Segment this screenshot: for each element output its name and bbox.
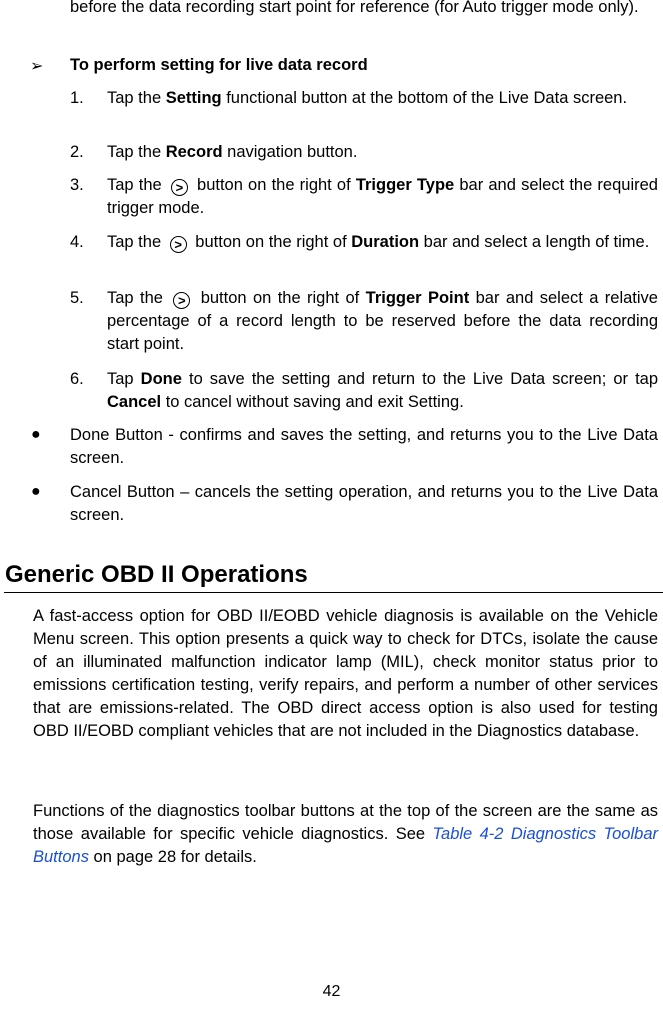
bullet-done: Done Button - confirms and saves the setting, and returns you to the Live Data screen. <box>70 426 658 467</box>
heading-rule <box>4 592 663 593</box>
bullet-dot-icon: ● <box>31 426 41 443</box>
paragraph-2: Functions of the diagnostics toolbar buttons at the top of the screen are the same as those available for specific vehicle diagnostics. See Table 4-2 Diagnostics Toolbar Buttons on page 28 for details. <box>33 802 658 866</box>
chevron-right-icon: > <box>171 179 188 196</box>
bullet-dot-icon: ● <box>31 483 41 500</box>
paragraph-1: A fast-access option for OBD II/EOBD vehicle diagnosis is available on the Vehicle Menu screen. This option presents a quick way to check for DTCs, isolate the cause of an illuminated malfunction indicator lamp (MIL), check monitor status prior to emissions certification testing, verify repairs, and perform a number of other services that are emissions-related. The OBD direct access option is also used for testing OBD II/EOBD compliant vehicles that are not included in the Diagnostics database. <box>33 607 658 740</box>
step-number: 3. <box>70 176 84 194</box>
arrow-bullet-icon: ➢ <box>30 58 44 75</box>
sub-heading: To perform setting for live data record <box>70 56 368 74</box>
step-4-text: Tap the > button on the right of Duration bar and select a length of time. <box>107 233 650 252</box>
chevron-right-icon: > <box>173 292 190 309</box>
step-1-text: Tap the Setting functional button at the bottom of the Live Data screen. <box>107 89 628 107</box>
step-number: 6. <box>70 370 84 388</box>
intro-continuation: before the data recording start point for reference (for Auto trigger mode only). <box>70 0 639 16</box>
step-2-text: Tap the Record navigation button. <box>107 143 358 161</box>
section-title: Generic OBD II Operations <box>5 561 308 588</box>
step-5-text: Tap the > button on the right of Trigger Point bar and select a relative percentage of a record length to be reserved before the data recording start point. <box>107 289 658 353</box>
step-6-text: Tap Done to save the setting and return to the Live Data screen; or tap Cancel to cancel without saving and exit Setting. <box>107 370 659 411</box>
table-link[interactable]: Table 4-2 Diagnostics Toolbar Buttons <box>33 825 658 866</box>
bullet-cancel: Cancel Button – cancels the setting operation, and returns you to the Live Data screen. <box>70 483 658 524</box>
page-number: 42 <box>322 983 341 1000</box>
step-3-text: Tap the > button on the right of Trigger Type bar and select the required trigger mode. <box>107 176 658 217</box>
chevron-right-icon: > <box>170 236 187 253</box>
step-number: 2. <box>70 143 84 161</box>
step-number: 5. <box>70 289 84 307</box>
step-number: 1. <box>70 89 84 107</box>
step-number: 4. <box>70 233 84 251</box>
